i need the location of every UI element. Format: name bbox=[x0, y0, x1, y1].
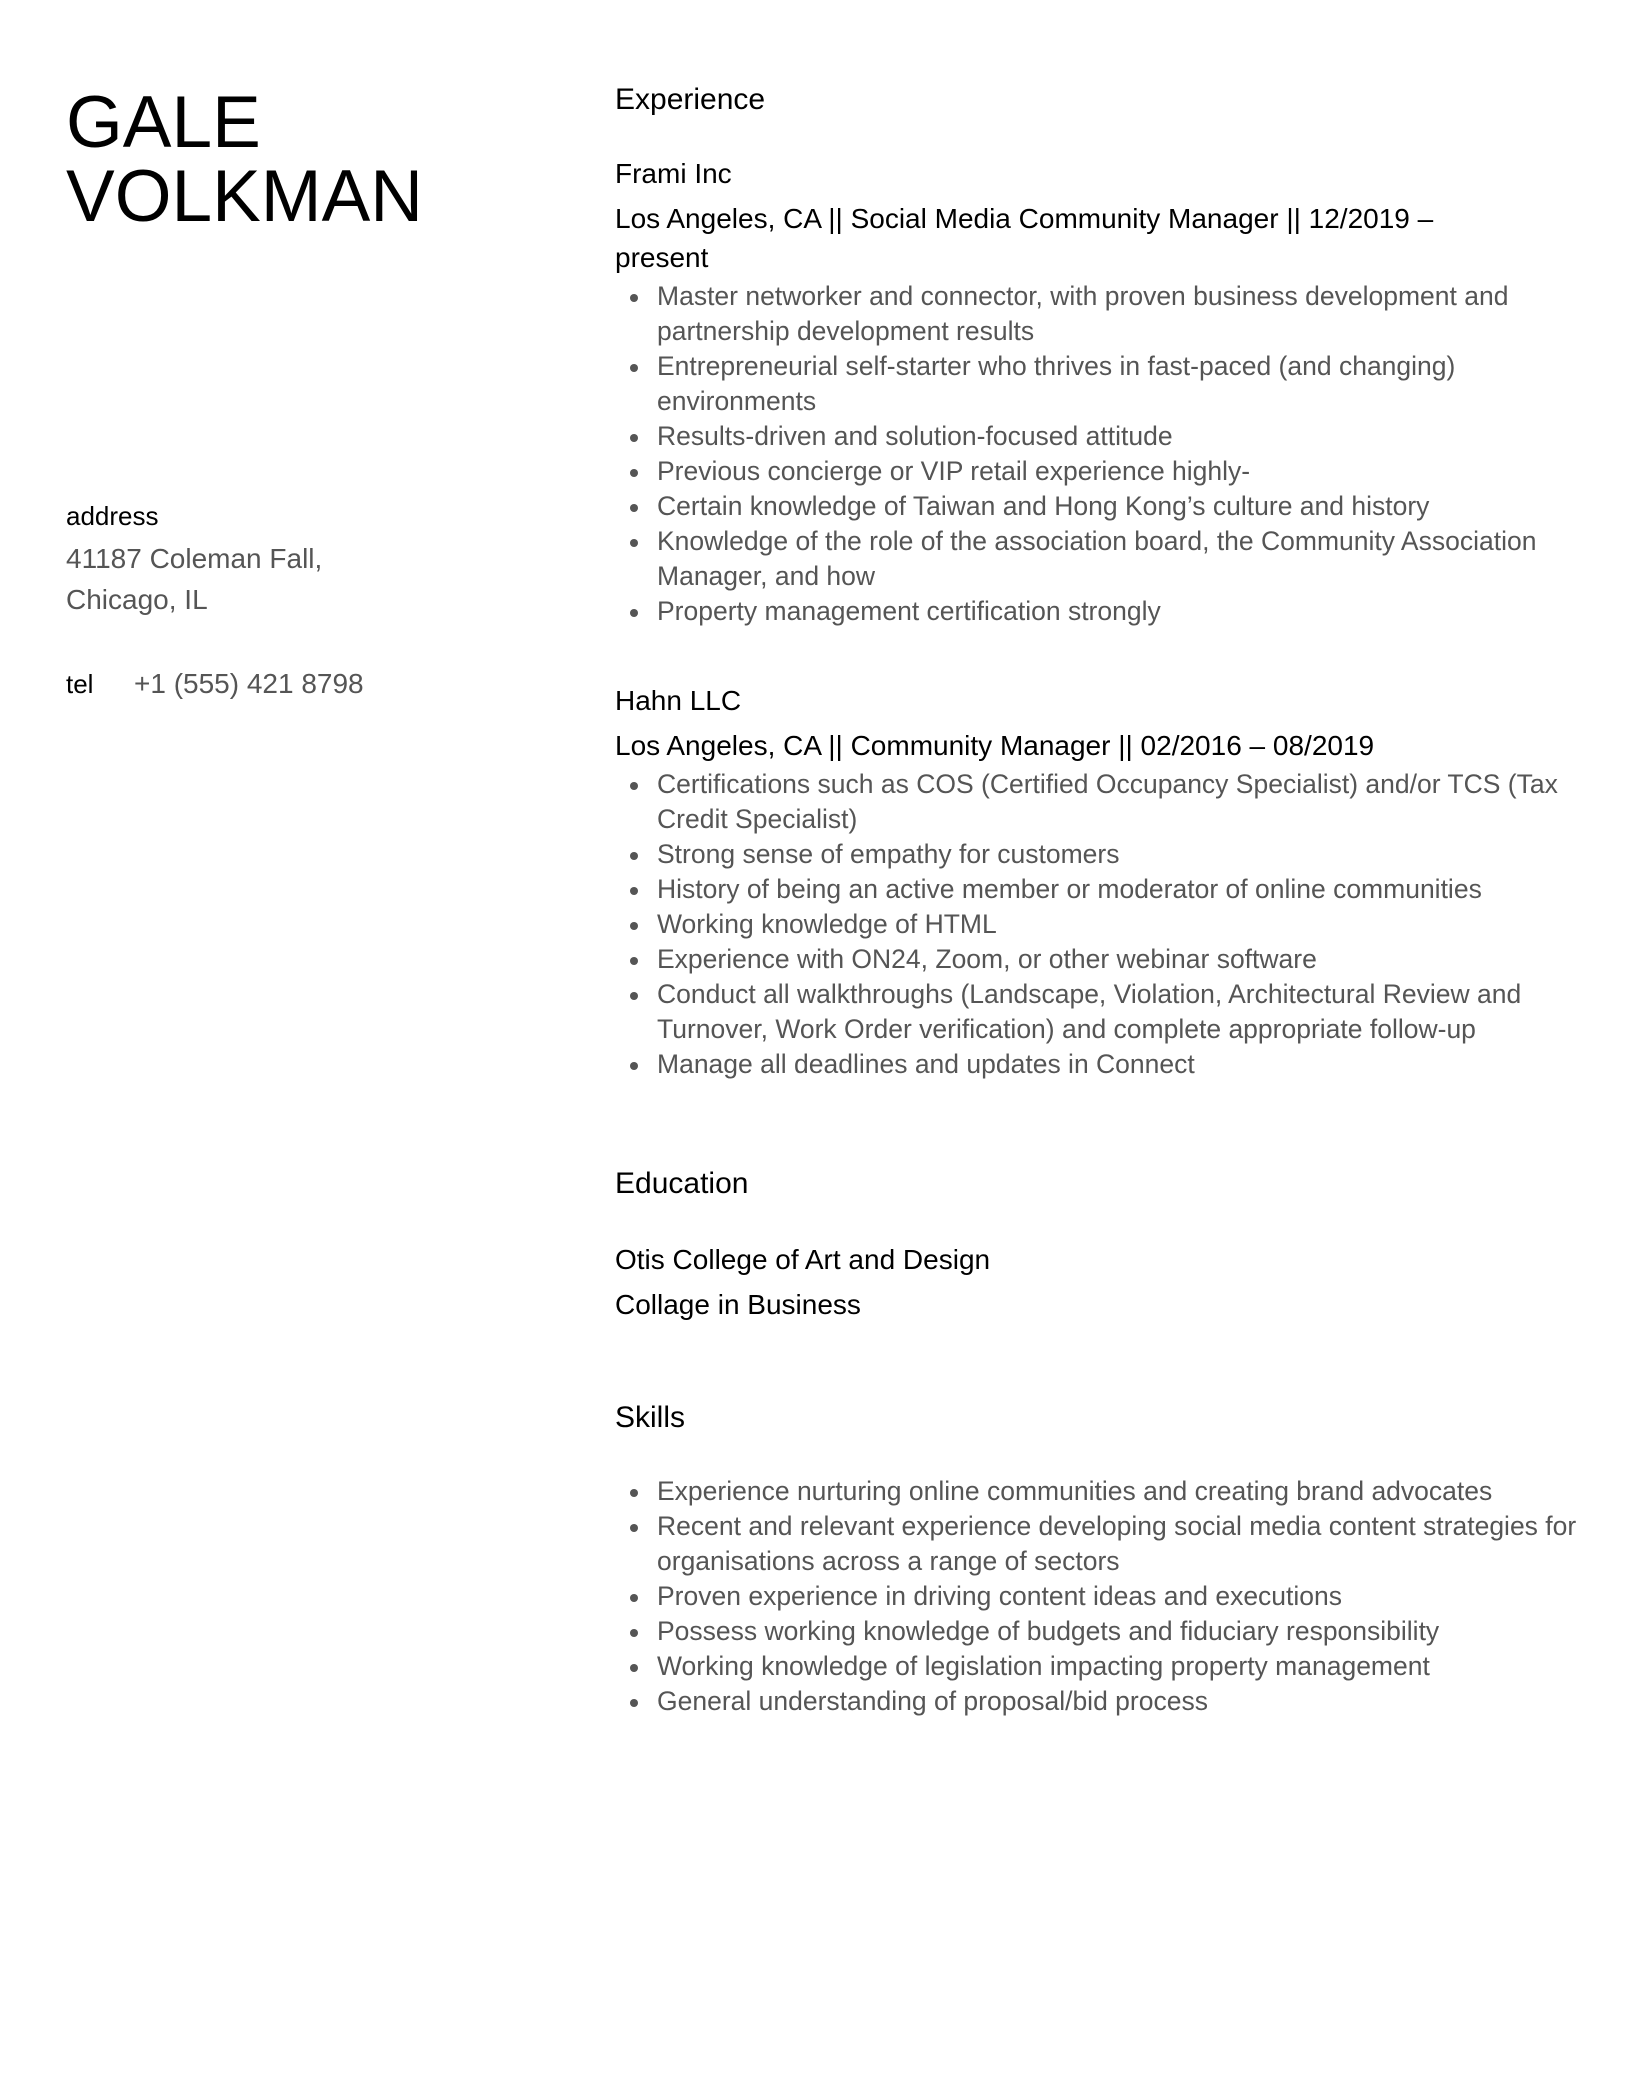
list-item: Working knowledge of HTML bbox=[657, 907, 1577, 942]
phone-label: tel bbox=[66, 669, 94, 699]
experience-section bbox=[615, 80, 1575, 1082]
main-content bbox=[615, 80, 1575, 1719]
list-item: Certain knowledge of Taiwan and Hong Kong’s culture and history bbox=[657, 489, 1577, 524]
list-item: Possess working knowledge of budgets and fiduciary responsibility bbox=[657, 1614, 1577, 1649]
experience-heading: Experience bbox=[615, 83, 766, 116]
skills-list bbox=[615, 1474, 1577, 1719]
address-label: address bbox=[66, 501, 159, 531]
job-meta: Los Angeles, CA || Community Manager || 02/2016 – 08/2019 bbox=[615, 730, 1375, 761]
list-item: Manage all deadlines and updates in Connect bbox=[657, 1047, 1577, 1082]
list-item: Experience nurturing online communities and creating brand advocates bbox=[657, 1474, 1577, 1509]
list-item: Previous concierge or VIP retail experience highly- bbox=[657, 454, 1577, 489]
list-item: Results-driven and solution-focused attitude bbox=[657, 419, 1577, 454]
list-item: Working knowledge of legislation impacting property management bbox=[657, 1649, 1577, 1684]
degree: Collage in Business bbox=[615, 1289, 861, 1320]
job-entry bbox=[615, 683, 1575, 1082]
list-item: Master networker and connector, with proven business development and partnership development results bbox=[657, 279, 1577, 349]
list-item: History of being an active member or moderator of online communities bbox=[657, 872, 1577, 907]
list-item: Experience with ON24, Zoom, or other webinar software bbox=[657, 942, 1577, 977]
school-name: Otis College of Art and Design bbox=[615, 1244, 991, 1275]
job-entry bbox=[615, 156, 1575, 629]
job-meta: Los Angeles, CA || Social Media Community Manager || 12/2019 – present bbox=[615, 203, 1434, 273]
job-responsibilities bbox=[615, 279, 1577, 629]
address-line-1: 41187 Coleman Fall, bbox=[66, 543, 323, 574]
phone-row bbox=[66, 668, 486, 700]
job-responsibilities bbox=[615, 767, 1577, 1082]
list-item: Proven experience in driving content ideas and executions bbox=[657, 1579, 1577, 1614]
job-company: Frami Inc bbox=[615, 158, 732, 189]
address-line-2: Chicago, IL bbox=[66, 584, 208, 615]
education-heading: Education bbox=[615, 1167, 749, 1200]
list-item: Recent and relevant experience developing social media content strategies for organisations across a range of sectors bbox=[657, 1509, 1577, 1579]
list-item: Strong sense of empathy for customers bbox=[657, 837, 1577, 872]
list-item: Property management certification strongly bbox=[657, 594, 1577, 629]
first-name: GALE bbox=[66, 82, 261, 163]
education-section bbox=[615, 1164, 1575, 1324]
phone-value: +1 (555) 421 8798 bbox=[134, 668, 364, 699]
last-name: VOLKMAN bbox=[66, 156, 423, 237]
list-item: General understanding of proposal/bid process bbox=[657, 1684, 1577, 1719]
address-value bbox=[66, 538, 486, 620]
list-item: Knowledge of the role of the association board, the Community Association Manager, and how bbox=[657, 524, 1577, 594]
skills-heading: Skills bbox=[615, 1401, 686, 1434]
candidate-name bbox=[66, 82, 536, 237]
list-item: Conduct all walkthroughs (Landscape, Violation, Architectural Review and Turnover, Work Order verification) and complete appropriate follow-up bbox=[657, 977, 1577, 1047]
list-item: Entrepreneurial self-starter who thrives in fast-paced (and changing) environments bbox=[657, 349, 1577, 419]
sidebar bbox=[66, 82, 536, 699]
job-company: Hahn LLC bbox=[615, 685, 742, 716]
skills-section bbox=[615, 1398, 1575, 1719]
list-item: Certifications such as COS (Certified Occupancy Specialist) and/or TCS (Tax Credit Specialist) bbox=[657, 767, 1577, 837]
